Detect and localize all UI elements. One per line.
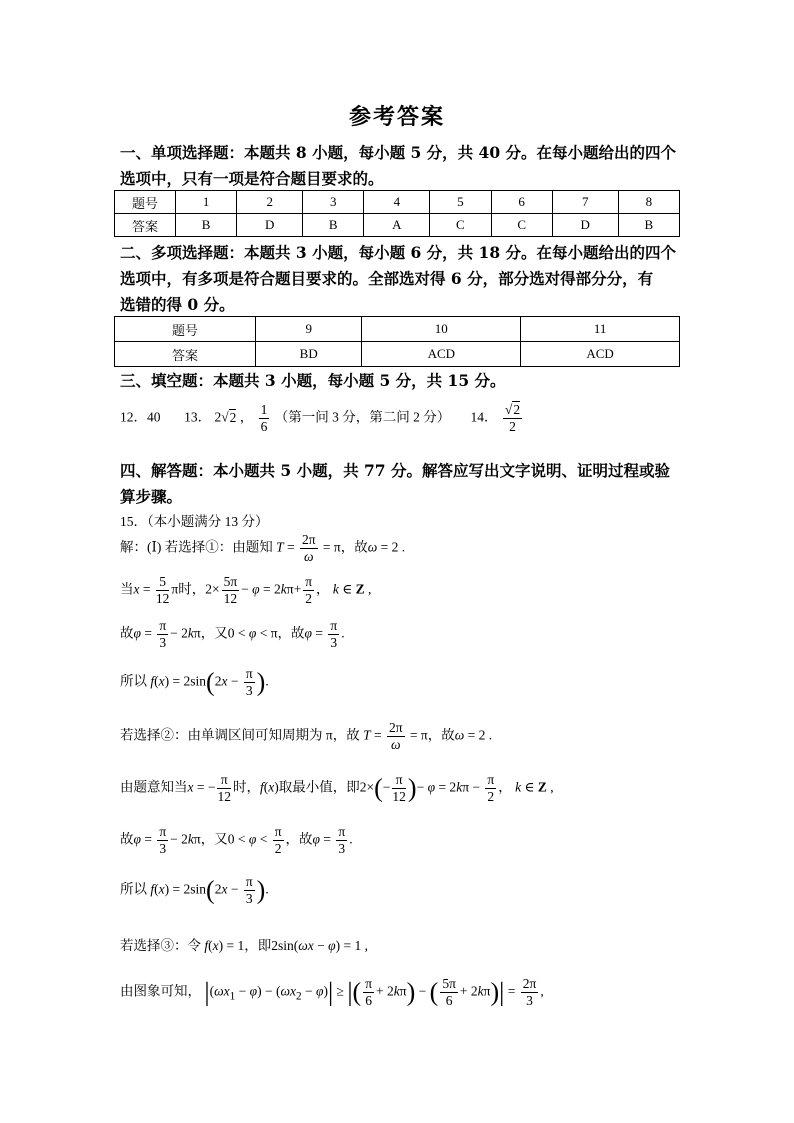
table-cell: 5 — [430, 191, 491, 214]
solution-line-2: 当x = $\frac{5}{12}$ π时，2× $\frac{5\pi}{12}$ − φ = 2kπ+ $\frac{\pi}{2}$ ， k ∈ Z , — [120, 574, 372, 606]
text-fragment: 若选择②：由单调区间可知周期为 π，故 — [120, 727, 360, 743]
section4-heading-line1: 四、解答题：本小题共 5 小题，共 77 分。解答应写出文字说明、证明过程或验 — [120, 461, 670, 480]
table-cell: B — [303, 214, 364, 237]
table-cell: B — [618, 214, 679, 237]
q12-answer: 12．40 — [120, 409, 161, 425]
table-header-cell: 题号 — [115, 191, 176, 214]
section2-answer-table — [114, 316, 680, 367]
section2-heading-line2: 选项中，有多项是符合题目要求的。全部选对得 6 分，部分选对得部分分，有 — [120, 269, 654, 288]
text-fragment: 若选择③：令 — [120, 938, 201, 953]
text-fragment: 取最小值，即 — [278, 779, 360, 795]
section1-heading — [120, 140, 680, 192]
table-header-cell: 题号 — [115, 317, 256, 342]
table-cell: BD — [256, 342, 362, 367]
q13-answer1: 2√2 — [214, 409, 237, 425]
table-row — [115, 317, 680, 342]
section1-heading-line2: 选项中，只有一项是符合题目要求的。 — [120, 169, 384, 188]
table-cell: D — [552, 214, 618, 237]
q13-label: 13． — [184, 409, 212, 425]
table-header-cell: 答案 — [115, 342, 256, 367]
solution-line-7: 故φ = $\frac{\pi}{3}$ − 2kπ，又0 < φ < $\frac{\pi}{2}$ ，故φ = $\frac{\pi}{3}$ . — [120, 824, 353, 856]
table-header-cell: 答案 — [115, 214, 176, 237]
section1-heading-line1: 一、单项选择题：本题共 8 小题，每小题 5 分，共 40 分。在每小题给出的四个 — [120, 143, 677, 162]
text-fragment: ，故 — [277, 625, 305, 641]
text-fragment: ，故 — [427, 727, 455, 743]
text-fragment: 所以 — [120, 673, 147, 689]
text-fragment: ，故 — [340, 539, 368, 555]
table-cell: A — [364, 214, 430, 237]
text-fragment: 所以 — [120, 881, 147, 897]
table-cell: 4 — [364, 191, 430, 214]
solution-line-8: 所以 f(x) = 2sin(2x − $\frac{\pi}{3}$ ). — [120, 874, 269, 906]
q15-title: 15．（本小题满分 13 分） — [120, 514, 269, 529]
text-fragment: 故 — [120, 831, 134, 847]
table-row — [115, 191, 680, 214]
table-cell: 1 — [176, 191, 237, 214]
section3-heading: 三、填空题：本题共 3 小题，每小题 5 分，共 15 分。 — [120, 371, 506, 390]
table-cell: 10 — [362, 317, 521, 342]
text-fragment: 故 — [120, 625, 134, 641]
table-cell: B — [176, 214, 237, 237]
table-cell: 11 — [521, 317, 680, 342]
solution-line-4: 所以 f(x) = 2sin(2x − $\frac{\pi}{3}$ ). — [120, 666, 269, 698]
table-row — [115, 342, 680, 367]
solution-line-1: 解：(Ⅰ) 若选择①：由题知 T = $\frac{2\pi}{\omega}$ = π，故ω = 2 . — [120, 532, 406, 564]
table-cell: 9 — [256, 317, 362, 342]
fill-blank-answers: 12．40 13． 2√2 ， $\frac{1}{6}$ （第一问 3 分，第二问 2 分） 14． $\frac{√2}{2}$ — [120, 402, 521, 434]
table-cell: C — [491, 214, 552, 237]
solution-line-9: 若选择③：令 f(x) = 1，即2sin(ωx − φ) = 1 , — [120, 938, 368, 953]
q14-label: 14． — [470, 409, 498, 425]
section2-heading-line1: 二、多项选择题：本题共 3 小题，每小题 6 分，共 18 分。在每小题给出的四个 — [120, 243, 677, 262]
text-fragment: ，又 — [200, 625, 228, 641]
q13-answer2-fraction: $\frac{1}{6}$ — [260, 402, 268, 434]
text-fragment: 时， — [232, 779, 260, 795]
text-fragment: 时， — [178, 581, 206, 597]
text-fragment: ，故 — [285, 831, 313, 847]
text-fragment: ，即 — [244, 938, 272, 953]
table-cell: ACD — [521, 342, 680, 367]
q14-answer-fraction: $\frac{√2}{2}$ — [504, 402, 521, 434]
table-cell: 3 — [303, 191, 364, 214]
text-fragment: 由题意知当 — [120, 779, 188, 795]
solution-line-5: 若选择②：由单调区间可知周期为 π，故 T = $\frac{2\pi}{\omega}$ = π，故ω = 2 . — [120, 720, 493, 752]
table-cell: ACD — [362, 342, 521, 367]
table-cell: 6 — [491, 191, 552, 214]
section2-heading — [120, 240, 680, 318]
table-row — [115, 214, 680, 237]
section2-heading-line3: 选错的得 0 分。 — [120, 295, 235, 314]
solution-line-6: 由题意知当x = − $\frac{\pi}{12}$ 时，f(x)取最小值，即2×(− $\frac{\pi}{12}$ )− φ = 2kπ − $\frac{\pi}{2}$ ， k ∈ Z , — [120, 772, 554, 804]
section4-heading — [120, 458, 680, 510]
table-cell: 7 — [552, 191, 618, 214]
table-cell: C — [430, 214, 491, 237]
table-cell: D — [237, 214, 303, 237]
text-fragment: 解：(Ⅰ) 若选择①：由题知 — [120, 539, 273, 555]
text-fragment: 由图象可知， — [120, 983, 201, 999]
section1-answer-table — [114, 190, 680, 237]
text-fragment: 当 — [120, 581, 134, 597]
section4-heading-line2: 算步骤。 — [120, 487, 183, 506]
table-cell: 8 — [618, 191, 679, 214]
table-cell: 2 — [237, 191, 303, 214]
text-fragment: ，又 — [200, 831, 228, 847]
page-title: 参考答案 — [348, 104, 445, 130]
solution-line-10: 由图象可知， $|(\omega x_1 - \varphi) - (\omega x_2 - \varphi)|$ ≥ |( $\frac{\pi}{6}$ + 2kπ) − ( $\frac{5\pi}{6}$ + 2kπ)| = $\frac{2\pi}{3}$ , — [120, 976, 544, 1008]
q13-note: （第一问 3 分，第二问 2 分） — [274, 409, 451, 425]
solution-line-3: 故φ = $\frac{\pi}{3}$ − 2kπ，又0 < φ < π，故φ = $\frac{\pi}{3}$ . — [120, 618, 345, 650]
